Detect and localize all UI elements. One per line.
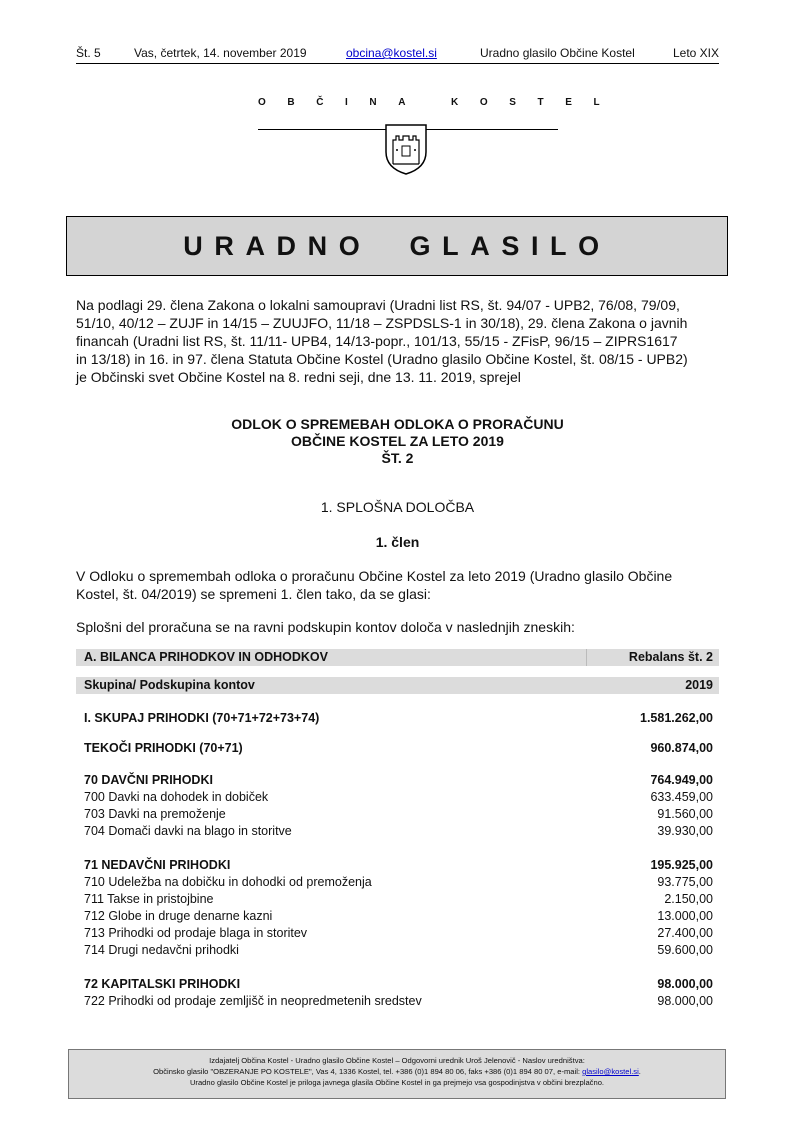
- table-row: [76, 942, 719, 959]
- publisher-footer: [68, 1049, 726, 1099]
- running-header: [76, 46, 719, 64]
- row-value: 39.930,00: [657, 824, 713, 838]
- row-value: 195.925,00: [650, 858, 713, 872]
- row-label: 722 Prihodki od prodaje zemljišč in neopredmetenih sredstev: [84, 994, 422, 1008]
- row-label: 704 Domači davki na blago in storitve: [84, 824, 292, 838]
- table-row: [76, 789, 719, 806]
- footer-line: Uradno glasilo Občine Kostel je priloga javnega glasila Občine Kostel in ga prejmejo vsa gospodinjstva v občini brezplačno.: [189, 1078, 605, 1087]
- table-row: [76, 772, 719, 789]
- row-value: 91.560,00: [657, 807, 713, 821]
- table-header-row: [76, 649, 719, 666]
- table-row: [76, 891, 719, 908]
- issue-number: Št. 5: [76, 46, 101, 60]
- footer-punctuation: .: [638, 1067, 641, 1076]
- table-header-row: [76, 677, 719, 694]
- municipality-name: OBČINA KOSTEL: [258, 97, 622, 108]
- footer-address: Občinsko glasilo "OBZERANJE PO KOSTELE", Vas 4, 1336 Kostel, tel. +386 (0)1 894 80 06, faks +386 (0)1 894 80 07, e-mail:: [153, 1067, 583, 1076]
- table-row: [76, 857, 719, 874]
- article-heading: 1. člen: [375, 534, 420, 550]
- header-email-link[interactable]: obcina@kostel.si: [346, 46, 437, 60]
- decree-title-line: ŠT. 2: [381, 450, 414, 466]
- banner-title: URADNO GLASILO: [183, 230, 611, 261]
- footer-email-link[interactable]: glasilo@kostel.si: [582, 1067, 639, 1076]
- table-row: [76, 874, 719, 891]
- row-value: 13.000,00: [657, 909, 713, 923]
- footer-line: [69, 1066, 725, 1077]
- preamble-line: 51/10, 40/12 – ZUJF in 14/15 – ZUUJFO, 11/18 – ZSPDSLS-1 in 30/18), 29. člena Zakona o javnih: [76, 315, 688, 331]
- preamble-line: financah (Uradni list RS, št. 11/11- UPB4, 14/13-popr., 101/13, 55/15 - ZFisP, 96/15 – ZIPRS1617: [76, 333, 678, 349]
- row-label: 703 Davki na premoženje: [84, 807, 226, 821]
- article-text-line: V Odloku o spremembah odloka o proračunu Občine Kostel za leto 2019 (Uradno glasilo Občine: [76, 568, 673, 584]
- table-row: [76, 823, 719, 840]
- table-row: [76, 908, 719, 925]
- table-column-divider: [586, 649, 587, 666]
- budget-intro: Splošni del proračuna se na ravni podskupin kontov določa v naslednjih zneskih:: [76, 619, 575, 635]
- row-label: 711 Takse in pristojbine: [84, 892, 214, 906]
- table-row: [76, 806, 719, 823]
- volume-year: Leto XIX: [672, 46, 719, 60]
- table-row: [76, 710, 719, 727]
- table-row: [76, 925, 719, 942]
- row-value: 59.600,00: [657, 943, 713, 957]
- row-value: 633.459,00: [650, 790, 713, 804]
- castle-crest-icon: [383, 122, 429, 176]
- row-label: 71 NEDAVČNI PRIHODKI: [84, 858, 231, 872]
- row-label: I. SKUPAJ PRIHODKI (70+71+72+73+74): [84, 711, 320, 725]
- section-heading: 1. SPLOŠNA DOLOČBA: [320, 499, 475, 515]
- table-row: [76, 976, 719, 993]
- row-label: 70 DAVČNI PRIHODKI: [84, 773, 213, 787]
- table-row: [76, 740, 719, 757]
- publication-name: Uradno glasilo Občine Kostel: [480, 46, 635, 60]
- row-value: 2.150,00: [664, 892, 713, 906]
- preamble-line: Na podlagi 29. člena Zakona o lokalni samoupravi (Uradni list RS, št. 94/07 - UPB2, 76/08, 79/09,: [76, 297, 680, 313]
- footer-line: Izdajatelj Občina Kostel - Uradno glasilo Občine Kostel – Odgovorni urednik Uroš Jelenovič - Naslov uredništva:: [209, 1056, 585, 1065]
- row-value: 93.775,00: [657, 875, 713, 889]
- row-value: 98.000,00: [657, 977, 713, 991]
- row-label: 713 Prihodki od prodaje blaga in storitev: [84, 926, 308, 940]
- row-value: 27.400,00: [657, 926, 713, 940]
- table-header-label: A. BILANCA PRIHODKOV IN ODHODKOV: [84, 650, 328, 664]
- preamble-line: in 13/18) in 16. in 97. člena Statuta Občine Kostel (Uradno glasilo Občine Kostel, št. 08/15 - UPB2): [76, 351, 688, 367]
- row-label: TEKOČI PRIHODKI (70+71): [84, 741, 243, 755]
- article-text-line: Kostel, št. 04/2019) se spremeni 1. člen tako, da se glasi:: [76, 586, 431, 602]
- table-row: [76, 993, 719, 1010]
- preamble-line: je Občinski svet Občine Kostel na 8. redni seji, dne 13. 11. 2019, sprejel: [76, 369, 521, 385]
- decree-title-line: ODLOK O SPREMEBAH ODLOKA O PRORAČUNU: [231, 416, 564, 432]
- row-value: 960.874,00: [650, 741, 713, 755]
- row-value: 98.000,00: [657, 994, 713, 1008]
- decree-title-line: OBČINE KOSTEL ZA LETO 2019: [291, 433, 504, 449]
- row-label: 710 Udeležba na dobičku in dohodki od premoženja: [84, 875, 372, 889]
- row-label: 714 Drugi nedavčni prihodki: [84, 943, 239, 957]
- table-header-value: Rebalans št. 2: [628, 650, 713, 664]
- row-label: 700 Davki na dohodek in dobiček: [84, 790, 269, 804]
- row-value: 1.581.262,00: [640, 711, 713, 725]
- table-subheader-value: 2019: [685, 678, 713, 692]
- official-gazette-banner: [66, 216, 728, 276]
- row-label: 72 KAPITALSKI PRIHODKI: [84, 977, 241, 991]
- row-value: 764.949,00: [650, 773, 713, 787]
- row-label: 712 Globe in druge denarne kazni: [84, 909, 273, 923]
- table-subheader-label: Skupina/ Podskupina kontov: [84, 678, 255, 692]
- issue-date: Vas, četrtek, 14. november 2019: [134, 46, 307, 60]
